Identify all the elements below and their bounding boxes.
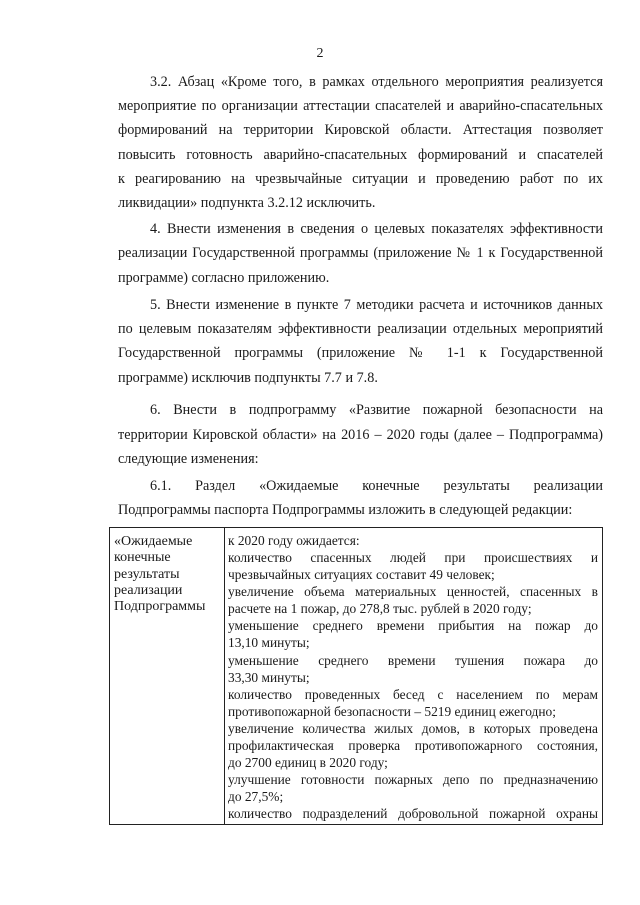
table-value-line: 13,10 минуты; [228,635,310,650]
paragraph-5-line: по целевым показателям эффективности реализации отдельных мероприятий [118,321,603,337]
paragraph-3-2-line: мероприятие по организации аттестации спасателей и аварийно-спасательных [118,98,603,114]
paragraph-3-2-line: к реагированию на чрезвычайные ситуации и проведению работ по их [118,171,603,187]
paragraph-5-line: программе) исключив подпункты 7.7 и 7.8. [118,370,378,386]
table-value-line: расчете на 1 пожар, до 278,8 тыс. рублей в 2020 году; [228,601,532,616]
table-value-line: количество проведенных бесед с населением по мерам [228,687,598,702]
paragraph-6-line: следующие изменения: [118,451,259,467]
table-heading-line: результаты [114,566,180,582]
page-number: 2 [316,46,324,61]
table-value-line: уменьшение среднего времени тушения пожара до [228,653,598,668]
table-value-line: улучшение готовности пожарных депо по предназначению [228,772,598,787]
table-value-line: профилактическая проверка противопожарного состояния, [228,738,598,753]
table-value-line: чрезвычайных ситуациях составит 49 человек; [228,567,495,582]
paragraph-3-2-line: формирований на территории Кировской области. Аттестация позволяет [118,122,603,138]
table-value-line: количество спасенных людей при происшествиях и [228,550,598,565]
table-heading-line: реализации [114,582,183,598]
table-heading-line: Подпрограммы [114,599,206,615]
table-value-line: уменьшение среднего времени прибытия на пожар до [228,618,598,633]
table-cell-heading [114,534,222,615]
paragraph-3-2-line: повысить готовность аварийно-спасательных формирований и спасателей [118,147,603,163]
table-value-line: количество подразделений добровольной пожарной охраны [228,806,598,821]
table-value-line: к 2020 году ожидается: [228,533,360,548]
table-value-line: до 27,5%; [228,789,284,804]
paragraph-3-2-line: ликвидации» подпункта 3.2.12 исключить. [118,195,376,211]
paragraph-3-2-line: 3.2. Абзац «Кроме того, в рамках отдельного мероприятия реализуется [150,74,603,90]
paragraph-6-line: территории Кировской области» на 2016 – 2020 годы (далее – Подпрограмма) [118,427,603,443]
paragraph-5-line: Государственной программы (приложение № 1-1 к Государственной [118,345,603,361]
paragraph-4-line: 4. Внести изменения в сведения о целевых показателях эффективности [150,221,603,237]
paragraph-6-line: 6. Внести в подпрограмму «Развитие пожарной безопасности на [150,402,603,418]
table-value-line: увеличение количества жилых домов, в которых проведена [228,721,598,736]
table-value-line: противопожарной безопасности – 5219 единиц ежегодно; [228,704,556,719]
table-value-line: до 2700 единиц в 2020 году; [228,755,388,770]
paragraph-6-1-line: Подпрограммы паспорта Подпрограммы изложить в следующей редакции: [118,502,573,518]
table-value-line: 33,30 минуты; [228,670,310,685]
paragraph-6-1-line: 6.1. Раздел «Ожидаемые конечные результаты реализации [150,478,603,494]
table-column-divider [224,528,225,824]
table-value-line: увеличение объема материальных ценностей, спасенных в [228,584,598,599]
table-heading-line: «Ожидаемые [114,534,193,549]
paragraph-4-line: реализации Государственной программы (приложение № 1 к Государственной [118,245,603,261]
results-table [109,527,603,825]
paragraph-4-line: программе) согласно приложению. [118,270,330,286]
table-heading-line: конечные [114,550,171,566]
paragraph-5-line: 5. Внести изменение в пункте 7 методики расчета и источников данных [150,297,603,313]
